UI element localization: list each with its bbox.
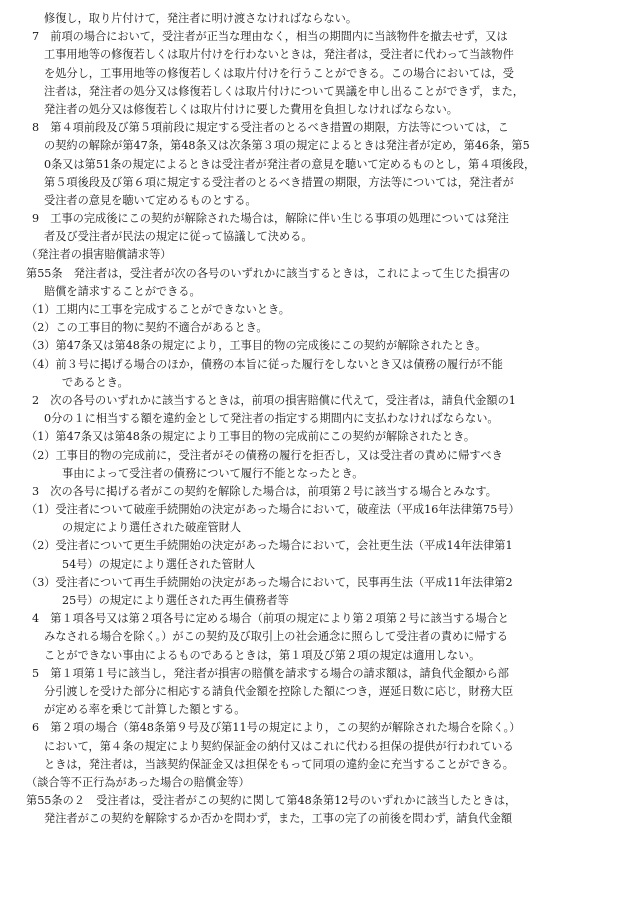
text-line: 分引渡しを受けた部分に相応する請負代金額を控除した額につき，遅延日数に応じ，財務大臣 — [44, 684, 514, 698]
text-line: 工事用地等の修復若しくは取片付けを行わないときは，発注者は，受注者に代わって当該物件 — [44, 48, 514, 62]
text-line: を処分し，工事用地等の修復若しくは取片付けを行うことができる。この場合においては，受 — [44, 66, 514, 80]
text-line: 25号）の規定により選任された再生債務者等 — [62, 594, 289, 607]
list-item: （1）工期内に工事を完成することができないとき。 — [26, 303, 290, 316]
text-line: 事由によって受注者の債務について履行不能となったとき。 — [62, 466, 364, 480]
text-line: ことができない事由によるものであるときは，第１項及び第２項の規定は適用しない。 — [44, 648, 481, 662]
section-heading: （談合等不正行為があった場合の賠償金等） — [26, 775, 250, 789]
list-item: （2）受注者について更生手続開始の決定があった場合において，会社更生法（平成14年法律第1 — [26, 539, 513, 553]
text-line: の契約の解除が第47条，第48条又は次条第３項の規定によるときは発注者が定め，第46条，第5 — [44, 139, 530, 153]
text-line: 0分の１に相当する額を違約金として発注者の指定する期間内に支払わなければならない。 — [44, 412, 499, 426]
paragraph-6-start: 6 第２項の場合（第48条第９号及び第11号の規定により，この契約が解除された場合を除く。） — [32, 721, 521, 735]
text-line: 受注者の意見を聴いて定めるものとする。 — [44, 193, 257, 207]
paragraph-5-start: 5 第１項第１号に該当し，発注者が損害の賠償を請求する場合の請求額は，請負代金額から部 — [32, 666, 509, 680]
list-item: （2）工事目的物の完成前に，受注者がその債務の履行を拒否し，又は受注者の責めに帰すべき — [26, 448, 503, 462]
list-item: （1）第47条又は第48条の規定により工事目的物の完成前にこの契約が解除されたとき。 — [26, 430, 476, 444]
text-line: 54号）の規定により選任された管財人 — [62, 557, 256, 571]
text-line: 者及び受注者が民法の規定に従って協議して決める。 — [44, 230, 313, 244]
text-line: 賠償を請求することができる。 — [44, 284, 201, 298]
text-line: が定める率を乗じて計算した額とする。 — [44, 703, 246, 717]
paragraph-4-start: 4 第１項各号又は第２項各号に定める場合（前項の規定により第２項第２号に該当する場合と — [32, 612, 509, 626]
paragraph-2-start: 2 次の各号のいずれかに該当するときは，前項の損害賠償に代えて，受注者は，請負代金額の1 — [32, 393, 516, 407]
text-line: ときは，発注者は，当該契約保証金又は担保をもって同項の違約金に充当することができる。 — [44, 757, 514, 771]
text-line: 第５項後段及び第６項に規定する受注者のとるべき措置の期限，方法等については，発注者が — [44, 175, 514, 189]
list-item: （3）受注者について再生手続開始の決定があった場合において，民事再生法（平成11年法律第2 — [26, 575, 513, 589]
text-line: 修復し，取り片付けて，発注者に明け渡さなければならない。 — [44, 12, 358, 25]
text-line: の規定により選任された破産管財人 — [62, 521, 242, 535]
text-line: みなされる場合を除く。）がこの契約及び取引上の社会通念に照らして受注者の責めに帰する — [44, 630, 509, 644]
text-line: 発注者の処分又は修復若しくは取片付けに要した費用を負担しなければならない。 — [44, 102, 458, 116]
list-item: （1）受注者について破産手続開始の決定があった場合において，破産法（平成16年法律第75号） — [26, 503, 520, 517]
paragraph-3-start: 3 次の各号に掲げる者がこの契約を解除した場合は，前項第２号に該当する場合とみなす。 — [32, 484, 497, 498]
text-line: 発注者がこの契約を解除するか否かを問わず，また，工事の完了の前後を問わず，請負代金額 — [44, 812, 513, 826]
paragraph-9-start: 9 工事の完成後にこの契約が解除された場合は，解除に伴い生じる事項の処理については発注 — [32, 212, 509, 226]
text-line: 注者は，発注者の処分又は修復若しくは取片付けについて異議を申し出ることができず，また， — [44, 84, 524, 98]
text-line: において，第４条の規定により契約保証金の納付又はこれに代わる担保の提供が行われている — [44, 739, 514, 753]
list-item: （2）この工事目的物に契約不適合があるとき。 — [26, 321, 268, 335]
list-item: （4）前３号に掲げる場合のほか，債務の本旨に従った履行をしないとき又は債務の履行が不能 — [26, 357, 503, 371]
article-55-2-title: 第55条の２ 受注者は，受注者がこの契約に関して第48条第12号のいずれかに該当したときは， — [26, 794, 517, 808]
text-line: であるとき。 — [62, 375, 129, 389]
list-item: （3）第47条又は第48条の規定により，工事目的物の完成後にこの契約が解除されたとき。 — [26, 339, 487, 353]
article-55-title: 第55条 発注者は，受注者が次の各号のいずれかに該当するときは，これによって生じた損害の — [26, 266, 511, 280]
text-line: 0条又は第51条の規定によるときは受注者が発注者の意見を聴いて定めるものとし，第４項後段， — [44, 157, 536, 171]
section-heading: （発注者の損害賠償請求等） — [26, 248, 172, 262]
paragraph-7-start: 7 前項の場合において，受注者が正当な理由なく，相当の期間内に当該物件を撤去せず，又は — [32, 30, 508, 44]
paragraph-8-start: 8 第４項前段及び第５項前段に規定する受注者のとるべき措置の期限，方法等については，こ — [32, 121, 509, 135]
